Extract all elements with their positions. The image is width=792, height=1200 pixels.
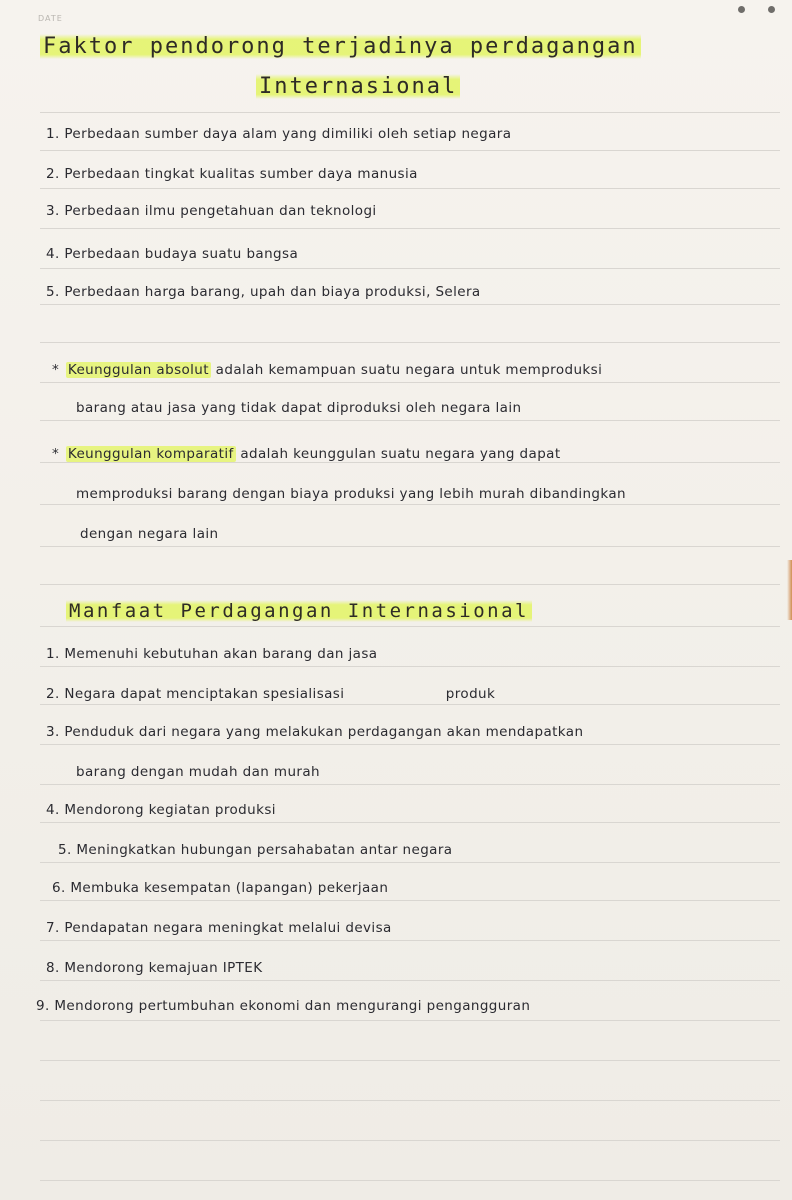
benefit-item: 9. Mendorong pertumbuhan ekonomi dan mengurangi pengangguran bbox=[36, 998, 531, 1014]
ruled-line bbox=[40, 1060, 780, 1061]
term-absolute: Keunggulan absolut bbox=[67, 362, 209, 378]
definition-comparative-continued: dengan negara lain bbox=[80, 526, 219, 542]
benefit-item bbox=[46, 686, 495, 702]
section-title bbox=[66, 600, 532, 622]
page-title-continued bbox=[256, 74, 460, 99]
page-title-line1: Faktor pendorong terjadinya perdagangan bbox=[40, 34, 641, 59]
ruled-line bbox=[40, 504, 780, 505]
benefit-item: 6. Membuka kesempatan (lapangan) pekerjaan bbox=[52, 880, 389, 896]
binding-hole bbox=[738, 6, 745, 13]
ruled-line bbox=[40, 666, 780, 667]
ruled-line bbox=[40, 228, 780, 229]
benefit-item: 8. Mendorong kemajuan IPTEK bbox=[46, 960, 263, 976]
definition-comparative-text: adalah keunggulan suatu negara yang dapat bbox=[240, 446, 561, 462]
ruled-line bbox=[40, 940, 780, 941]
binding-hole bbox=[768, 6, 775, 13]
bullet-asterisk: * bbox=[52, 362, 60, 378]
ruled-line bbox=[40, 704, 780, 705]
ruled-line bbox=[40, 1020, 780, 1021]
ruled-line bbox=[40, 382, 780, 383]
ruled-line bbox=[40, 862, 780, 863]
term-comparative: Keunggulan komparatif bbox=[67, 446, 234, 462]
ruled-line bbox=[40, 1180, 780, 1181]
benefit-item: 4. Mendorong kegiatan produksi bbox=[46, 802, 276, 818]
ruled-line bbox=[40, 112, 780, 113]
definition-comparative bbox=[52, 446, 561, 462]
factor-item: 1. Perbedaan sumber daya alam yang dimiliki oleh setiap negara bbox=[46, 126, 512, 142]
ruled-line bbox=[40, 822, 780, 823]
benefit-item: 1. Memenuhi kebutuhan akan barang dan jasa bbox=[46, 646, 378, 662]
ruled-line bbox=[40, 420, 780, 421]
benefit-item: 5. Meningkatkan hubungan persahabatan antar negara bbox=[58, 842, 453, 858]
benefit-item-continued: barang dengan mudah dan murah bbox=[76, 764, 320, 780]
ruled-line bbox=[40, 626, 780, 627]
ruled-line bbox=[40, 188, 780, 189]
ruled-line bbox=[40, 268, 780, 269]
definition-comparative-continued: memproduksi barang dengan biaya produksi yang lebih murah dibandingkan bbox=[76, 486, 627, 502]
bullet-asterisk: * bbox=[52, 446, 60, 462]
ruled-line bbox=[40, 304, 780, 305]
factor-item: 3. Perbedaan ilmu pengetahuan dan teknologi bbox=[46, 203, 377, 219]
definition-absolute-continued: barang atau jasa yang tidak dapat diproduksi oleh negara lain bbox=[76, 400, 522, 416]
ruled-line bbox=[40, 1140, 780, 1141]
ruled-line bbox=[40, 900, 780, 901]
section-title-text: Manfaat Perdagangan Internasional bbox=[66, 600, 532, 622]
page-edge-tab bbox=[787, 560, 792, 620]
ruled-line bbox=[40, 462, 780, 463]
definition-absolute-text: adalah kemampuan suatu negara untuk memproduksi bbox=[215, 362, 603, 378]
benefit-item: 3. Penduduk dari negara yang melakukan perdagangan akan mendapatkan bbox=[46, 724, 584, 740]
page-title-line2: Internasional bbox=[256, 74, 460, 99]
ruled-line bbox=[40, 980, 780, 981]
page-title bbox=[40, 34, 641, 59]
definition-absolute bbox=[52, 362, 602, 378]
factor-item: 4. Perbedaan budaya suatu bangsa bbox=[46, 246, 299, 262]
ruled-line bbox=[40, 1100, 780, 1101]
benefit-item: 7. Pendapatan negara meningkat melalui devisa bbox=[46, 920, 392, 936]
ruled-line bbox=[40, 584, 780, 585]
ruled-line bbox=[40, 342, 780, 343]
ruled-line bbox=[40, 744, 780, 745]
factor-item: 2. Perbedaan tingkat kualitas sumber daya manusia bbox=[46, 166, 418, 182]
ruled-line bbox=[40, 784, 780, 785]
benefit-item-suffix: produk bbox=[445, 686, 496, 702]
benefit-item-text: 2. Negara dapat menciptakan spesialisasi bbox=[46, 686, 345, 702]
ruled-line bbox=[40, 546, 780, 547]
ruled-line bbox=[40, 150, 780, 151]
factor-item: 5. Perbedaan harga barang, upah dan biaya produksi, Selera bbox=[46, 284, 481, 300]
date-label: DATE bbox=[38, 14, 63, 23]
